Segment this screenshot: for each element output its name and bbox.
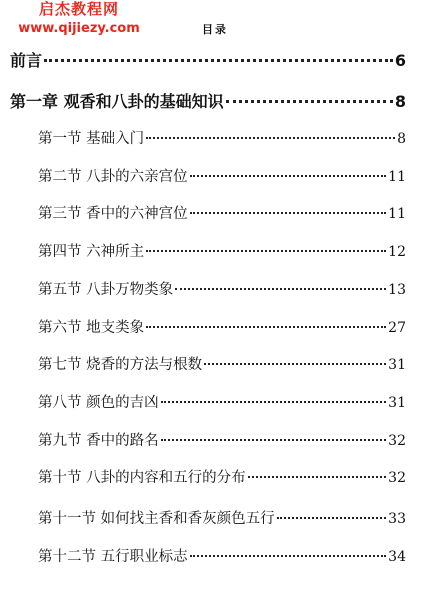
dot-leader <box>190 175 387 177</box>
dot-leader <box>146 250 386 252</box>
watermark-site-url: www.qijiezy.com <box>18 21 140 36</box>
toc-entry-title: 第六节 地支类象 <box>38 320 145 336</box>
toc-entry-page-number: 33 <box>388 511 406 527</box>
toc-entry-title: 第七节 烧香的方法与根数 <box>38 357 203 373</box>
toc-entry-title: 第一节 基础入门 <box>38 131 145 147</box>
toc-entry-page-number: 12 <box>388 244 406 260</box>
dot-leader <box>226 100 393 103</box>
dot-leader <box>44 59 393 62</box>
toc-entry-title: 第二节 八卦的六亲宫位 <box>38 169 188 185</box>
dot-leader <box>146 137 395 139</box>
toc-entry-page-number: 34 <box>388 549 406 565</box>
toc-entry-page-number: 6 <box>394 51 406 70</box>
toc-entry-title: 前言 <box>10 51 43 70</box>
toc-entry-title: 第十二节 五行职业标志 <box>38 549 188 565</box>
watermark-site-name: 启杰教程网 <box>38 0 119 18</box>
dot-leader <box>190 555 387 557</box>
dot-leader <box>161 401 387 403</box>
toc-entry-title: 第三节 香中的六神宫位 <box>38 206 188 222</box>
toc-entry-title: 第十节 八卦的内容和五行的分布 <box>38 470 246 486</box>
toc-entry-section-4 <box>38 240 406 261</box>
toc-entry-page-number: 31 <box>388 357 406 373</box>
toc-entry-section-6 <box>38 316 406 337</box>
dot-leader <box>161 439 387 441</box>
toc-entry-title: 第五节 八卦万物类象 <box>38 282 174 298</box>
toc-entry-section-2 <box>38 165 406 186</box>
dot-leader <box>204 363 386 365</box>
toc-entry-section-9 <box>38 429 406 450</box>
toc-entry-section-10 <box>38 466 406 487</box>
toc-entry-title: 第十一节 如何找主香和香灰颜色五行 <box>38 511 275 527</box>
toc-entry-page-number: 11 <box>388 206 406 222</box>
dot-leader <box>146 326 386 328</box>
toc-entry-page-number: 31 <box>388 395 406 411</box>
dot-leader <box>277 517 387 519</box>
dot-leader <box>190 212 387 214</box>
toc-entry-page-number: 13 <box>388 282 406 298</box>
toc-entry-page-number: 8 <box>394 92 406 111</box>
toc-entry-page-number: 8 <box>397 131 406 147</box>
toc-entry-section-8 <box>38 391 406 412</box>
toc-entry-page-number: 32 <box>388 433 406 449</box>
dot-leader <box>248 476 387 478</box>
toc-entry-title: 第一章 观香和八卦的基础知识 <box>10 92 224 111</box>
toc-entry-section-7 <box>38 353 406 374</box>
toc-entry-title: 第八节 颜色的吉凶 <box>38 395 159 411</box>
toc-entry-chapter-1 <box>10 89 406 112</box>
toc-entry-preface <box>10 48 406 71</box>
toc-entry-title: 第九节 香中的路名 <box>38 433 159 449</box>
toc-entry-page-number: 32 <box>388 470 406 486</box>
toc-entry-section-11 <box>38 507 406 528</box>
toc-entry-section-1 <box>38 127 406 148</box>
toc-entry-page-number: 11 <box>388 169 406 185</box>
toc-entry-title: 第四节 六神所主 <box>38 244 145 260</box>
dot-leader <box>175 288 386 290</box>
page-title: 目录 <box>202 23 228 36</box>
toc-entry-section-5 <box>38 278 406 299</box>
toc-entry-section-12 <box>38 545 406 566</box>
toc-entry-page-number: 27 <box>388 320 406 336</box>
toc-entry-section-3 <box>38 202 406 223</box>
